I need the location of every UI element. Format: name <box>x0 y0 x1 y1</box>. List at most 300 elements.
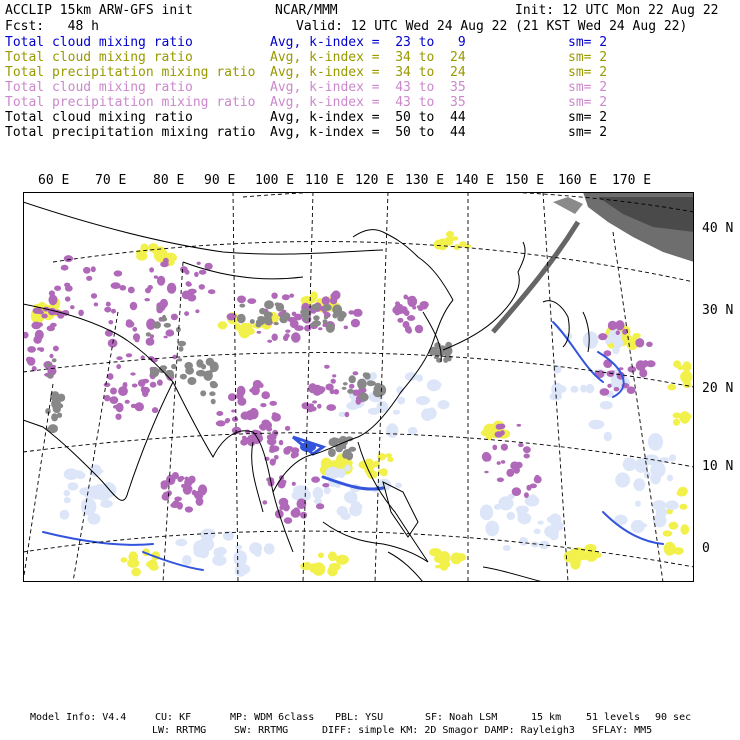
high-cloud-patch <box>292 482 296 486</box>
upper-cloud-patch <box>177 358 182 361</box>
upper-cloud-patch <box>336 439 341 443</box>
upper-cloud-patch <box>323 304 332 311</box>
longitude-label: 80 E <box>153 173 185 188</box>
upper-cloud-patch <box>200 390 206 396</box>
high-cloud-patch <box>293 507 300 515</box>
upper-cloud-patch <box>153 321 161 329</box>
upper-cloud-patch <box>301 308 311 318</box>
latitude-label: 10 N <box>702 459 734 474</box>
low-cloud-haze <box>64 490 71 497</box>
valid-time: Valid: 12 UTC Wed 24 Aug 22 (21 KST Wed 24 Aug 22) <box>296 19 688 34</box>
high-cloud-patch <box>269 445 275 451</box>
high-cloud-patch <box>27 346 36 353</box>
low-cloud-haze <box>480 505 493 521</box>
low-cloud-haze <box>615 472 630 487</box>
high-cloud-patch <box>323 311 328 314</box>
mid-cloud-patch <box>669 522 679 530</box>
mid-cloud-patch <box>377 453 386 460</box>
longitude-label: 160 E <box>558 173 598 188</box>
high-cloud-patch <box>196 497 204 506</box>
high-cloud-patch <box>311 476 320 482</box>
high-cloud-patch <box>271 293 277 299</box>
low-cloud-haze <box>344 465 350 472</box>
high-cloud-patch <box>231 410 235 413</box>
upper-cloud-patch <box>324 316 328 320</box>
upper-cloud-patch <box>180 374 187 380</box>
high-cloud-patch <box>123 382 128 388</box>
high-cloud-patch <box>495 431 503 437</box>
high-cloud-patch <box>86 276 92 281</box>
low-cloud-haze <box>175 539 187 547</box>
upper-cloud-patch <box>53 405 61 413</box>
high-cloud-patch <box>50 323 57 327</box>
longitude-label: 100 E <box>255 173 295 188</box>
high-cloud-patch <box>598 333 607 340</box>
legend-name: Total precipitation mixing ratio <box>5 65 256 80</box>
high-cloud-patch <box>600 388 610 395</box>
high-cloud-patch <box>27 357 35 366</box>
high-cloud-patch <box>284 333 289 338</box>
high-cloud-patch <box>128 287 135 294</box>
high-cloud-patch <box>264 421 272 430</box>
mid-cloud-patch <box>218 321 228 329</box>
mid-cloud-patch <box>318 553 324 559</box>
low-cloud-haze <box>438 400 450 409</box>
high-cloud-patch <box>318 327 322 330</box>
low-cloud-core <box>300 442 316 452</box>
footer-res: 15 km <box>531 712 562 723</box>
high-cloud-patch <box>130 372 135 375</box>
legend-sm: sm= 2 <box>568 35 608 50</box>
high-cloud-patch <box>523 446 531 453</box>
high-cloud-patch <box>518 443 524 447</box>
longitude-label: 120 E <box>355 173 395 188</box>
upper-cloud-patch <box>187 377 196 385</box>
high-cloud-patch <box>506 469 514 477</box>
map-panel <box>23 192 694 582</box>
longitude-label: 150 E <box>505 173 545 188</box>
low-cloud-haze <box>427 379 441 391</box>
low-cloud-haze <box>669 456 676 462</box>
high-cloud-patch <box>170 502 179 508</box>
high-cloud-patch <box>616 330 620 335</box>
high-cloud-patch <box>267 438 277 445</box>
upper-cloud-patch <box>52 358 57 362</box>
high-cloud-patch <box>312 385 322 396</box>
high-cloud-patch <box>316 503 324 509</box>
legend-avg: Avg, k-index = 34 to 24 <box>270 65 466 80</box>
high-cloud-patch <box>110 388 117 395</box>
upper-cloud-patch <box>250 319 255 324</box>
longitude-label: 70 E <box>95 173 127 188</box>
high-cloud-patch <box>116 364 121 369</box>
upper-cloud-patch <box>312 320 321 326</box>
high-cloud-patch <box>292 312 297 317</box>
mid-cloud-patch <box>438 238 448 250</box>
mid-cloud-patch <box>446 231 454 238</box>
high-cloud-patch <box>130 302 138 311</box>
high-cloud-patch <box>113 405 118 409</box>
high-cloud-patch <box>274 455 279 460</box>
high-cloud-patch <box>108 320 113 324</box>
low-cloud-haze <box>313 487 324 499</box>
low-cloud-haze <box>652 500 666 511</box>
high-cloud-patch <box>351 319 360 328</box>
latitude-label: 30 N <box>702 303 734 318</box>
low-cloud-haze <box>530 494 536 500</box>
low-cloud-haze <box>198 547 209 558</box>
high-cloud-patch <box>195 309 199 313</box>
high-cloud-patch <box>284 450 289 455</box>
mid-cloud-patch <box>380 468 388 476</box>
high-cloud-patch <box>300 512 307 519</box>
upper-cloud-patch <box>346 449 351 453</box>
latitude-label: 20 N <box>702 381 734 396</box>
high-cloud-patch <box>501 444 508 451</box>
low-cloud-haze <box>608 329 622 344</box>
longitude-label: 170 E <box>612 173 652 188</box>
low-cloud-haze <box>644 471 650 478</box>
mid-cloud-patch <box>238 323 251 338</box>
upper-cloud-patch <box>264 300 274 309</box>
upper-cloud-patch <box>284 316 288 319</box>
low-cloud-haze <box>537 521 543 525</box>
upper-cloud-patch <box>45 408 51 414</box>
high-cloud-patch <box>317 404 321 409</box>
high-cloud-patch <box>246 410 255 420</box>
legend-name: Total precipitation mixing ratio <box>5 95 256 110</box>
low-cloud-haze <box>393 410 400 415</box>
low-cloud-haze <box>64 468 79 480</box>
high-cloud-patch <box>197 262 201 265</box>
legend-sm: sm= 2 <box>568 80 608 95</box>
mid-cloud-patch <box>683 381 692 388</box>
upper-cloud-patch <box>259 308 266 314</box>
high-cloud-patch <box>104 383 111 387</box>
mid-cloud-patch <box>585 544 597 553</box>
footer-dt: 90 sec <box>655 712 692 723</box>
high-cloud-patch <box>232 427 242 434</box>
high-cloud-patch <box>330 293 337 299</box>
high-cloud-patch <box>185 270 190 275</box>
high-cloud-patch <box>253 380 262 389</box>
legend-avg: Avg, k-index = 50 to 44 <box>270 110 466 125</box>
mid-cloud-patch <box>328 551 337 561</box>
high-cloud-patch <box>54 286 61 291</box>
high-cloud-patch <box>184 311 189 316</box>
high-cloud-patch <box>272 334 278 341</box>
high-cloud-patch <box>174 497 182 502</box>
legend-name: Total precipitation mixing ratio <box>5 125 256 140</box>
high-cloud-patch <box>165 329 174 336</box>
forecast-hour: Fcst: 48 h <box>5 19 99 34</box>
high-cloud-patch <box>104 307 111 313</box>
high-cloud-patch <box>332 374 336 377</box>
low-cloud-haze <box>408 427 418 435</box>
upper-cloud-patch <box>313 315 320 320</box>
upper-cloud-patch <box>347 389 354 394</box>
upper-cloud-patch <box>357 379 367 390</box>
high-cloud-patch <box>114 270 123 276</box>
mid-cloud-patch <box>682 361 691 372</box>
high-cloud-patch <box>150 382 157 388</box>
mid-cloud-patch <box>569 548 581 561</box>
low-cloud-haze <box>604 432 612 442</box>
high-cloud-patch <box>237 296 246 304</box>
upper-cloud-patch <box>178 341 187 347</box>
high-cloud-patch <box>639 369 647 378</box>
upper-cloud-patch <box>323 319 328 324</box>
high-cloud-patch <box>110 396 119 404</box>
high-cloud-patch <box>524 492 529 498</box>
high-cloud-patch <box>152 407 158 413</box>
low-cloud-haze <box>635 501 641 507</box>
high-cloud-patch <box>272 459 277 462</box>
high-cloud-patch <box>238 393 243 397</box>
upper-cloud-patch <box>237 314 246 324</box>
high-cloud-patch <box>185 506 193 512</box>
high-cloud-patch <box>247 441 251 444</box>
mid-cloud-patch <box>483 424 496 436</box>
high-cloud-patch <box>242 436 246 439</box>
low-cloud-haze <box>100 500 113 508</box>
high-cloud-patch <box>164 336 168 339</box>
longitude-label: 140 E <box>455 173 495 188</box>
legend-avg: Avg, k-index = 34 to 24 <box>270 50 466 65</box>
high-cloud-patch <box>78 310 84 316</box>
footer-lw: LW: RRTMG <box>152 725 207 736</box>
high-cloud-patch <box>65 296 71 301</box>
high-cloud-patch <box>186 281 192 286</box>
low-cloud-haze <box>503 545 511 551</box>
footer-sf: SF: Noah LSM <box>425 712 498 723</box>
high-cloud-patch <box>535 475 540 481</box>
high-cloud-patch <box>116 356 122 360</box>
low-cloud-haze <box>547 516 557 523</box>
footer-pbl: PBL: YSU <box>335 712 384 723</box>
upper-cloud-patch <box>328 448 336 457</box>
mid-cloud-patch <box>673 419 680 426</box>
low-cloud-haze <box>612 346 619 354</box>
mid-cloud-patch <box>679 411 690 424</box>
high-cloud-patch <box>492 445 497 451</box>
high-cloud-patch <box>496 424 503 430</box>
high-cloud-patch <box>91 293 97 299</box>
high-cloud-patch <box>324 365 330 369</box>
high-cloud-patch <box>289 294 294 298</box>
high-cloud-patch <box>118 386 128 396</box>
high-cloud-patch <box>322 296 330 305</box>
high-cloud-patch <box>353 371 359 375</box>
low-cloud-haze <box>633 478 645 491</box>
high-cloud-patch <box>395 306 403 314</box>
high-cloud-patch <box>105 330 113 337</box>
legend-sm: sm= 2 <box>568 110 608 125</box>
high-cloud-patch <box>133 333 140 341</box>
high-cloud-patch <box>126 321 135 328</box>
high-cloud-patch <box>406 297 411 300</box>
high-cloud-patch <box>285 426 290 431</box>
longitude-label: 90 E <box>204 173 236 188</box>
low-cloud-haze <box>97 469 104 473</box>
high-cloud-patch <box>126 353 132 357</box>
legend-name: Total cloud mixing ratio <box>5 50 193 65</box>
low-cloud-haze <box>570 386 578 393</box>
upper-cloud-patch <box>263 315 272 324</box>
upper-cloud-patch <box>206 358 215 366</box>
low-cloud-haze <box>421 408 433 421</box>
high-cloud-patch <box>312 400 317 403</box>
high-cloud-patch <box>145 288 151 294</box>
high-cloud-patch <box>216 420 226 426</box>
high-cloud-patch <box>132 384 138 388</box>
legend-sm: sm= 2 <box>568 125 608 140</box>
high-cloud-patch <box>172 472 179 479</box>
upper-cloud-patch <box>209 370 214 373</box>
mid-cloud-patch <box>677 490 687 497</box>
low-cloud-haze <box>534 529 541 534</box>
upper-cloud-patch <box>171 364 176 369</box>
upper-cloud-patch <box>444 349 451 357</box>
upper-cloud-patch <box>239 304 245 308</box>
high-cloud-patch <box>410 315 414 319</box>
high-cloud-patch <box>420 301 429 308</box>
upper-cloud-patch <box>432 351 438 355</box>
low-cloud-haze <box>249 542 262 554</box>
mid-cloud-patch <box>673 412 682 418</box>
upper-cloud-patch <box>209 391 215 396</box>
high-cloud-patch <box>614 387 620 391</box>
mid-cloud-patch <box>673 547 684 555</box>
low-cloud-haze <box>416 396 430 405</box>
mid-cloud-patch <box>439 554 445 558</box>
high-cloud-patch <box>285 330 290 333</box>
low-cloud-haze <box>64 497 71 503</box>
high-cloud-patch <box>194 272 199 277</box>
mid-cloud-patch <box>327 566 338 576</box>
high-cloud-patch <box>64 255 73 262</box>
low-cloud-haze <box>324 487 331 495</box>
upper-cloud-patch <box>359 393 368 398</box>
high-cloud-patch <box>41 314 47 319</box>
high-cloud-patch <box>642 360 648 367</box>
legend-sm: sm= 2 <box>568 65 608 80</box>
high-cloud-patch <box>61 265 69 271</box>
high-cloud-patch <box>142 390 148 397</box>
low-cloud-haze <box>648 433 663 451</box>
high-cloud-patch <box>308 409 312 412</box>
high-cloud-patch <box>225 418 230 423</box>
mid-cloud-patch <box>663 530 673 536</box>
high-cloud-patch <box>261 391 270 399</box>
low-cloud-haze <box>233 550 247 566</box>
low-cloud-haze <box>88 513 101 524</box>
mid-cloud-patch <box>451 553 463 565</box>
high-cloud-patch <box>397 318 403 323</box>
high-cloud-patch <box>179 476 184 480</box>
mid-cloud-patch <box>680 524 689 534</box>
mid-cloud-patch <box>310 567 317 573</box>
high-cloud-patch <box>526 485 531 491</box>
high-cloud-patch <box>279 505 283 510</box>
high-cloud-patch <box>39 347 44 352</box>
high-cloud-patch <box>353 309 363 317</box>
legend-avg: Avg, k-index = 43 to 35 <box>270 95 466 110</box>
high-cloud-patch <box>135 403 143 410</box>
low-cloud-haze <box>293 485 309 494</box>
upper-cloud-patch <box>150 367 159 377</box>
low-cloud-haze <box>657 512 664 517</box>
high-cloud-patch <box>349 384 355 389</box>
footer-sw: SW: RRTMG <box>234 725 289 736</box>
mid-cloud-patch <box>439 561 446 567</box>
low-cloud-haze <box>507 512 516 520</box>
high-cloud-patch <box>115 414 121 420</box>
upper-cloud-patch <box>185 367 194 375</box>
upper-cloud-patch <box>210 382 218 388</box>
high-cloud-patch <box>35 330 44 340</box>
upper-cloud-patch <box>176 327 181 332</box>
high-cloud-patch <box>154 275 158 278</box>
high-cloud-patch <box>205 263 213 270</box>
high-cloud-patch <box>406 328 412 334</box>
upper-cloud-patch <box>311 304 320 311</box>
upper-cloud-patch <box>443 357 448 363</box>
upper-cloud-patch <box>349 375 356 383</box>
high-cloud-patch <box>501 460 505 464</box>
high-cloud-patch <box>199 284 205 290</box>
legend-name: Total cloud mixing ratio <box>5 110 193 125</box>
high-cloud-patch <box>326 404 336 411</box>
legend-avg: Avg, k-index = 50 to 44 <box>270 125 466 140</box>
upper-cloud-patch <box>326 323 335 333</box>
low-cloud-haze <box>314 498 322 504</box>
footer-sflay: SFLAY: MM5 <box>592 725 653 736</box>
high-cloud-patch <box>524 454 530 459</box>
mid-cloud-patch <box>664 542 676 556</box>
mid-cloud-patch <box>336 555 349 565</box>
high-cloud-patch <box>277 479 285 488</box>
latitude-label: 40 N <box>702 221 734 236</box>
high-cloud-patch <box>345 412 350 417</box>
upper-cloud-patch <box>257 316 265 321</box>
legend-sm: sm= 2 <box>568 95 608 110</box>
high-cloud-patch <box>184 477 189 481</box>
high-cloud-patch <box>70 305 75 309</box>
high-cloud-patch <box>284 517 292 524</box>
upper-cloud-patch <box>179 346 184 351</box>
upper-cloud-patch <box>275 302 280 306</box>
high-cloud-patch <box>167 283 176 294</box>
mid-cloud-patch <box>366 463 375 469</box>
high-cloud-patch <box>615 320 624 330</box>
upper-cloud-patch <box>164 323 171 328</box>
legend-name: Total cloud mixing ratio <box>5 35 193 50</box>
footer-diff: DIFF: simple KM: 2D Smagor DAMP: Rayleigh3 <box>322 725 575 736</box>
high-cloud-patch <box>163 258 169 264</box>
mid-cloud-patch <box>679 504 687 510</box>
mid-cloud-patch <box>131 568 141 577</box>
upper-cloud-patch <box>196 370 206 377</box>
low-cloud-haze <box>650 462 665 478</box>
high-cloud-patch <box>31 322 41 330</box>
high-cloud-patch <box>171 314 178 321</box>
low-cloud-haze <box>235 545 242 550</box>
high-cloud-patch <box>415 325 423 334</box>
high-cloud-patch <box>216 411 223 416</box>
low-cloud-haze <box>386 423 398 438</box>
upper-cloud-patch <box>146 332 151 336</box>
